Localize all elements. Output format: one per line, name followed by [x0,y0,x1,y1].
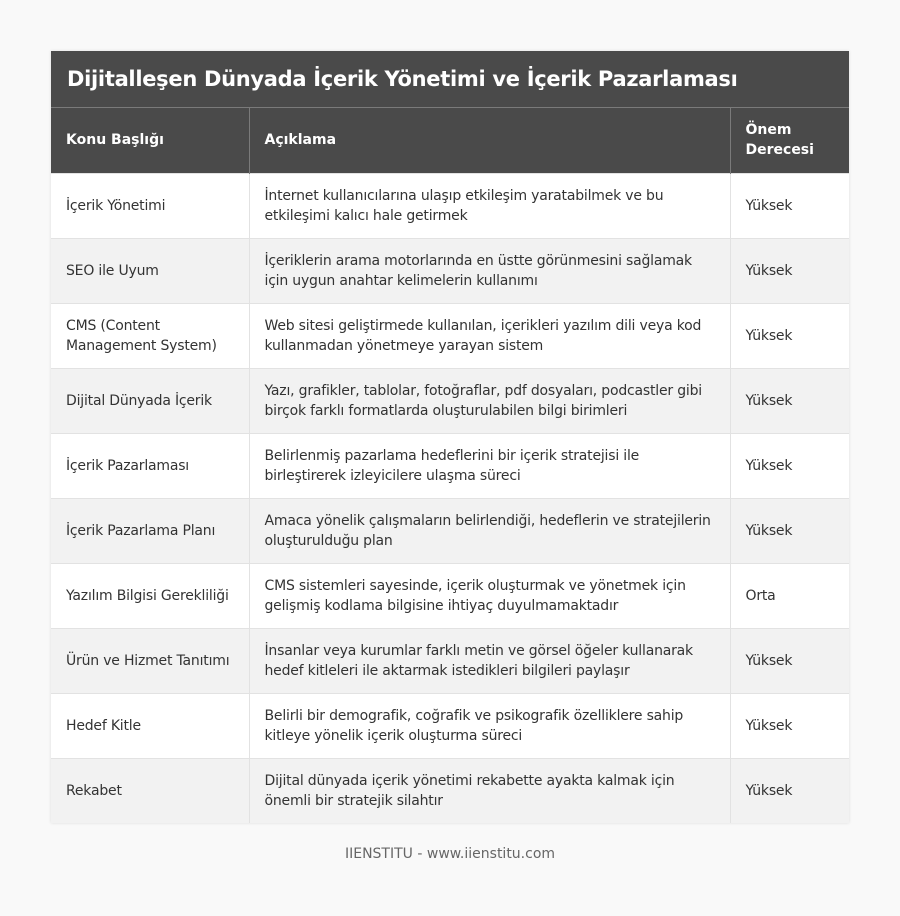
importance-cell: Yüksek [730,303,849,368]
table-row [51,693,849,758]
table-title: Dijitalleşen Dünyada İçerik Yönetimi ve İçerik Pazarlaması [51,51,849,108]
topic-cell: Ürün ve Hizmet Tanıtımı [51,628,249,693]
table-row [51,433,849,498]
importance-cell: Yüksek [730,628,849,693]
footer-credit: IIENSTITU - www.iienstitu.com [344,846,556,862]
topic-cell: Yazılım Bilgisi Gerekliliği [51,563,249,628]
header-row [51,108,849,173]
table-row [51,368,849,433]
description-cell: İçeriklerin arama motorlarında en üstte görünmesini sağlamak için uygun anahtar kelimelerin kullanımı [249,238,730,303]
table-row [51,563,849,628]
table-row [51,628,849,693]
column-header-importance: Önem Derecesi [730,108,849,173]
column-header-topic: Konu Başlığı [51,108,249,173]
description-cell: Amaca yönelik çalışmaların belirlendiği, hedeflerin ve stratejilerin oluşturulduğu plan [249,498,730,563]
topic-cell: Hedef Kitle [51,693,249,758]
importance-cell: Yüksek [730,238,849,303]
table-row [51,173,849,238]
topic-cell: CMS (Content Management System) [51,303,249,368]
data-table [51,108,849,823]
description-cell: CMS sistemleri sayesinde, içerik oluşturmak ve yönetmek için gelişmiş kodlama bilgisine ihtiyaç duyulmamaktadır [249,563,730,628]
importance-cell: Yüksek [730,368,849,433]
importance-cell: Yüksek [730,693,849,758]
table-card [51,51,849,823]
topic-cell: İçerik Pazarlaması [51,433,249,498]
topic-cell: İçerik Yönetimi [51,173,249,238]
description-cell: Web sitesi geliştirmede kullanılan, içerikleri yazılım dili veya kod kullanmadan yönetmeye yarayan sistem [249,303,730,368]
table-row [51,498,849,563]
importance-cell: Yüksek [730,758,849,823]
topic-cell: SEO ile Uyum [51,238,249,303]
importance-cell: Yüksek [730,173,849,238]
description-cell: Belirlenmiş pazarlama hedeflerini bir içerik stratejisi ile birleştirerek izleyicilere ulaşma süreci [249,433,730,498]
description-cell: Dijital dünyada içerik yönetimi rekabette ayakta kalmak için önemli bir stratejik silahtır [249,758,730,823]
importance-cell: Yüksek [730,498,849,563]
description-cell: Yazı, grafikler, tablolar, fotoğraflar, pdf dosyaları, podcastler gibi birçok farklı formatlarda oluşturulabilen bilgi birimleri [249,368,730,433]
column-header-description: Açıklama [249,108,730,173]
importance-cell: Orta [730,563,849,628]
description-cell: İnsanlar veya kurumlar farklı metin ve görsel öğeler kullanarak hedef kitleleri ile aktarmak istedikleri bilgileri paylaşır [249,628,730,693]
description-cell: İnternet kullanıcılarına ulaşıp etkileşim yaratabilmek ve bu etkileşimi kalıcı hale getirmek [249,173,730,238]
importance-cell: Yüksek [730,433,849,498]
table-row [51,238,849,303]
table-row [51,303,849,368]
topic-cell: Rekabet [51,758,249,823]
topic-cell: Dijital Dünyada İçerik [51,368,249,433]
topic-cell: İçerik Pazarlama Planı [51,498,249,563]
table-row [51,758,849,823]
description-cell: Belirli bir demografik, coğrafik ve psikografik özelliklere sahip kitleye yönelik içerik oluşturma süreci [249,693,730,758]
